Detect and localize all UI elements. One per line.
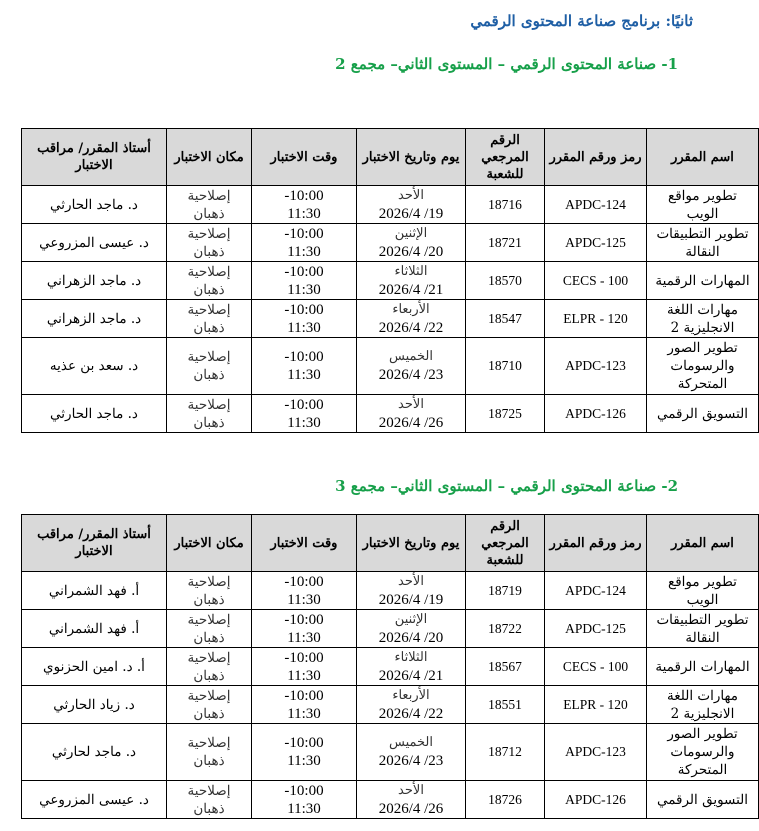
place-cell: إصلاحية ذهبان: [167, 395, 252, 433]
time-start: 10:00-: [284, 687, 324, 704]
table-row: [22, 572, 759, 610]
place-cell: إصلاحية ذهبان: [167, 338, 252, 395]
professor-cell: د. زياد الحارثي: [22, 686, 167, 724]
course-name-cell: تطوير التطبيقات النقالة: [647, 610, 759, 648]
professor-cell: د. عيسى المزروعي: [22, 781, 167, 819]
exam-date: 2026/4 /26: [378, 414, 444, 431]
course-code-cell: CECS - 100: [545, 648, 647, 686]
course-name-cell: تطوير مواقع الويب: [647, 572, 759, 610]
header-ref-no: الرقم المرجعي للشعبة: [466, 515, 545, 572]
table-header-row: [22, 515, 759, 572]
day-date-cell: [357, 610, 466, 648]
time-cell: [252, 724, 357, 781]
place-cell: إصلاحية ذهبان: [167, 610, 252, 648]
schedule-table-2: [21, 514, 759, 819]
place-cell: إصلاحية ذهبان: [167, 300, 252, 338]
exam-day: الخميس: [389, 735, 433, 750]
exam-date: 2026/4 /22: [378, 705, 444, 722]
course-name-cell: التسويق الرقمي: [647, 781, 759, 819]
course-code-cell: APDC-123: [545, 724, 647, 781]
day-date-cell: [357, 186, 466, 224]
table-row: [22, 300, 759, 338]
time-cell: [252, 300, 357, 338]
exam-day: الأحد: [398, 187, 424, 203]
professor-cell: د. عيسى المزروعي: [22, 224, 167, 262]
table-row: [22, 338, 759, 395]
course-code-cell: ELPR - 120: [545, 300, 647, 338]
professor-cell: د. ماجد الزهراني: [22, 300, 167, 338]
time-end: 11:30: [287, 414, 321, 431]
header-day-date: يوم وتاريخ الاختبار: [357, 129, 466, 186]
time-end: 11:30: [287, 800, 321, 817]
time-cell: [252, 224, 357, 262]
time-cell: [252, 338, 357, 395]
course-name-cell: المهارات الرقمية: [647, 648, 759, 686]
ref-no-cell: 18551: [466, 686, 545, 724]
exam-day: الأحد: [398, 396, 424, 412]
ref-no-cell: 18722: [466, 610, 545, 648]
time-start: 10:00-: [284, 225, 324, 242]
time-cell: [252, 186, 357, 224]
day-date-cell: [357, 300, 466, 338]
day-date-cell: [357, 781, 466, 819]
day-date-cell: [357, 724, 466, 781]
time-start: 10:00-: [284, 782, 324, 799]
professor-cell: د. ماجد الحارثي: [22, 395, 167, 433]
exam-day: الإثنين: [394, 225, 428, 241]
course-code-cell: APDC-126: [545, 781, 647, 819]
professor-cell: د. سعد بن عذيه: [22, 338, 167, 395]
table-row: [22, 395, 759, 433]
ref-no-cell: 18726: [466, 781, 545, 819]
header-professor: أستاذ المقرر/ مراقب الاختبار: [22, 129, 167, 186]
table-row: [22, 224, 759, 262]
table-row: [22, 648, 759, 686]
day-date-cell: [357, 224, 466, 262]
course-name-cell: مهارات اللغة الانجليزية 2: [647, 686, 759, 724]
course-name-cell: التسويق الرقمي: [647, 395, 759, 433]
time-cell: [252, 262, 357, 300]
exam-day: الإثنين: [394, 611, 428, 627]
professor-cell: د. ماجد الحارثي: [22, 186, 167, 224]
professor-cell: د. ماجد الزهراني: [22, 262, 167, 300]
place-cell: إصلاحية ذهبان: [167, 648, 252, 686]
exam-day: الأربعاء: [392, 687, 430, 703]
time-start: 10:00-: [284, 735, 324, 751]
place-cell: إصلاحية ذهبان: [167, 686, 252, 724]
course-name-cell: المهارات الرقمية: [647, 262, 759, 300]
table-row: [22, 686, 759, 724]
place-cell: إصلاحية ذهبان: [167, 262, 252, 300]
time-end: 11:30: [287, 319, 321, 336]
header-ref-no: الرقم المرجعي للشعبة: [466, 129, 545, 186]
header-course-code: رمز ورقم المقرر: [545, 515, 647, 572]
time-end: 11:30: [287, 753, 321, 769]
header-professor: أستاذ المقرر/ مراقب الاختبار: [22, 515, 167, 572]
section-2-title: 2- صناعة المحتوى الرقمي – المستوى الثاني– مجمع 3: [335, 477, 678, 495]
time-end: 11:30: [287, 667, 321, 684]
time-end: 11:30: [287, 629, 321, 646]
course-code-cell: APDC-125: [545, 610, 647, 648]
exam-date: 2026/4 /21: [378, 281, 444, 298]
exam-day: الثلاثاء: [394, 263, 428, 279]
schedule-table-1: [21, 128, 759, 433]
time-start: 10:00-: [284, 187, 324, 204]
ref-no-cell: 18725: [466, 395, 545, 433]
day-date-cell: [357, 338, 466, 395]
course-name-cell: تطوير الصور والرسومات المتحركة: [647, 724, 759, 781]
course-code-cell: APDC-123: [545, 338, 647, 395]
header-course-name: اسم المقرر: [647, 129, 759, 186]
day-date-cell: [357, 572, 466, 610]
exam-day: الأحد: [398, 573, 424, 589]
header-course-name: اسم المقرر: [647, 515, 759, 572]
ref-no-cell: 18721: [466, 224, 545, 262]
header-day-date: يوم وتاريخ الاختبار: [357, 515, 466, 572]
course-code-cell: APDC-124: [545, 572, 647, 610]
header-time: وقت الاختبار: [252, 129, 357, 186]
time-end: 11:30: [287, 281, 321, 298]
time-cell: [252, 572, 357, 610]
day-date-cell: [357, 686, 466, 724]
exam-date: 2026/4 /19: [378, 591, 444, 608]
time-start: 10:00-: [284, 649, 324, 666]
ref-no-cell: 18712: [466, 724, 545, 781]
exam-day: الأحد: [398, 782, 424, 798]
table-row: [22, 610, 759, 648]
header-place: مكان الاختبار: [167, 515, 252, 572]
exam-day: الخميس: [389, 349, 433, 364]
exam-date: 2026/4 /23: [378, 753, 444, 769]
professor-cell: أ. فهد الشمراني: [22, 572, 167, 610]
course-code-cell: CECS - 100: [545, 262, 647, 300]
exam-day: الأربعاء: [392, 301, 430, 317]
table-header-row: [22, 129, 759, 186]
professor-cell: أ. د. امين الحزنوي: [22, 648, 167, 686]
table-row: [22, 262, 759, 300]
day-date-cell: [357, 262, 466, 300]
exam-date: 2026/4 /23: [378, 367, 444, 383]
time-end: 11:30: [287, 591, 321, 608]
ref-no-cell: 18716: [466, 186, 545, 224]
professor-cell: أ. فهد الشمراني: [22, 610, 167, 648]
time-start: 10:00-: [284, 301, 324, 318]
time-cell: [252, 610, 357, 648]
exam-date: 2026/4 /21: [378, 667, 444, 684]
course-code-cell: APDC-124: [545, 186, 647, 224]
header-course-code: رمز ورقم المقرر: [545, 129, 647, 186]
time-cell: [252, 395, 357, 433]
course-name-cell: مهارات اللغة الانجليزية 2: [647, 300, 759, 338]
ref-no-cell: 18719: [466, 572, 545, 610]
time-start: 10:00-: [284, 349, 324, 365]
time-start: 10:00-: [284, 263, 324, 280]
course-code-cell: APDC-126: [545, 395, 647, 433]
exam-date: 2026/4 /26: [378, 800, 444, 817]
day-date-cell: [357, 648, 466, 686]
ref-no-cell: 18547: [466, 300, 545, 338]
exam-date: 2026/4 /19: [378, 205, 444, 222]
header-place: مكان الاختبار: [167, 129, 252, 186]
time-cell: [252, 648, 357, 686]
ref-no-cell: 18567: [466, 648, 545, 686]
ref-no-cell: 18710: [466, 338, 545, 395]
table-row: [22, 724, 759, 781]
ref-no-cell: 18570: [466, 262, 545, 300]
place-cell: إصلاحية ذهبان: [167, 724, 252, 781]
time-start: 10:00-: [284, 611, 324, 628]
header-time: وقت الاختبار: [252, 515, 357, 572]
section-1-title: 1- صناعة المحتوى الرقمي – المستوى الثاني– مجمع 2: [335, 55, 678, 73]
exam-day: الثلاثاء: [394, 649, 428, 665]
professor-cell: د. ماجد لحارثي: [22, 724, 167, 781]
place-cell: إصلاحية ذهبان: [167, 572, 252, 610]
time-end: 11:30: [287, 705, 321, 722]
course-name-cell: تطوير مواقع الويب: [647, 186, 759, 224]
table-1-body: [22, 186, 759, 433]
time-cell: [252, 686, 357, 724]
day-date-cell: [357, 395, 466, 433]
course-name-cell: تطوير الصور والرسومات المتحركة: [647, 338, 759, 395]
table-row: [22, 781, 759, 819]
place-cell: إصلاحية ذهبان: [167, 781, 252, 819]
page-title: ثانيًا: برنامج صناعة المحتوى الرقمي: [470, 12, 693, 30]
time-end: 11:30: [287, 367, 321, 383]
table-2-body: [22, 572, 759, 819]
exam-date: 2026/4 /22: [378, 319, 444, 336]
course-code-cell: ELPR - 120: [545, 686, 647, 724]
time-start: 10:00-: [284, 396, 324, 413]
course-name-cell: تطوير التطبيقات النقالة: [647, 224, 759, 262]
time-end: 11:30: [287, 243, 321, 260]
time-end: 11:30: [287, 205, 321, 222]
table-row: [22, 186, 759, 224]
time-cell: [252, 781, 357, 819]
place-cell: إصلاحية ذهبان: [167, 224, 252, 262]
exam-date: 2026/4 /20: [378, 243, 444, 260]
place-cell: إصلاحية ذهبان: [167, 186, 252, 224]
exam-date: 2026/4 /20: [378, 629, 444, 646]
course-code-cell: APDC-125: [545, 224, 647, 262]
time-start: 10:00-: [284, 573, 324, 590]
